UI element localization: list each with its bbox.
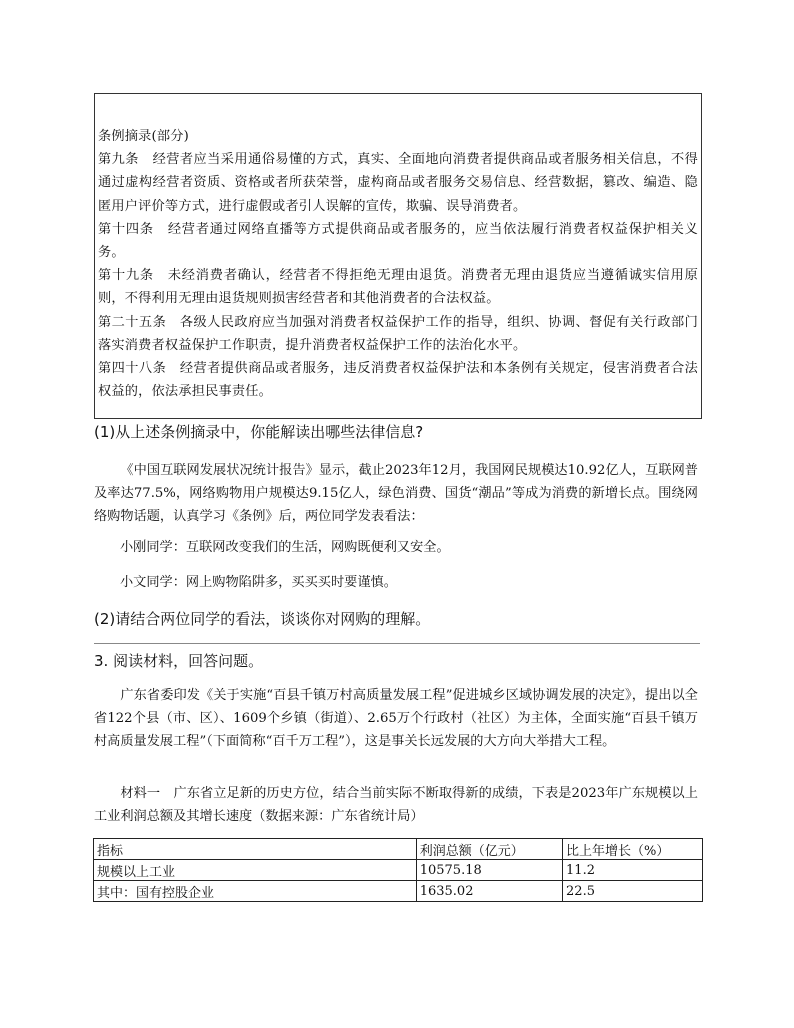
row-1-growth: 11.2 <box>563 860 703 881</box>
article-48: 第四十八条 经营者提供商品或者服务，违反消费者权益保护法和本条例有关规定，侵害消费者合法权益的，依法承担民事责任。 <box>98 361 698 400</box>
article-19: 第十九条 未经消费者确认，经营者不得拒绝无理由退货。消费者无理由退货应当遵循诚实信用原则，不得利用无理由退货规则损害经营者和其他消费者的合法权益。 <box>98 268 698 307</box>
table-header-row <box>94 839 703 860</box>
section-divider <box>94 643 700 644</box>
guangdong-paragraph: 广东省委印发《关于实施“百县千镇万村高质量发展工程”促进城乡区域协调发展的决定》，提出以全省122个县（市、区）、1609个乡镇（街道）、2.65万个行政村（社区）为主体，全面实施“百县千镇万村高质量发展工程”（下面简称“百千万工程”），这是事关长远发展的大方向大举措大工程。 <box>94 688 698 749</box>
header-profit: 利润总额（亿元） <box>416 839 562 860</box>
row-2-profit: 1635.02 <box>416 881 562 902</box>
regulation-excerpt-box <box>94 93 702 419</box>
material-1-intro: 材料一 广东省立足新的历史方位，结合当前实际不断取得新的成绩，下表是2023年广东规模以上工业利润总额及其增长速度（数据来源：广东省统计局） <box>94 786 698 824</box>
excerpt-title: 条例摘录(部分) <box>98 129 190 144</box>
table-row <box>94 860 703 881</box>
row-2-growth: 22.5 <box>563 881 703 902</box>
article-14: 第十四条 经营者通过网络直播等方式提供商品或者服务的，应当依法履行消费者权益保护相关义务。 <box>98 221 698 261</box>
opinion-xiaogang: 小刚同学：互联网改变我们的生活，网购既便利又安全。 <box>120 540 450 555</box>
row-2-indicator: 其中：国有控股企业 <box>94 881 417 902</box>
table-row <box>94 881 703 902</box>
question-3: 3. 阅读材料，回答问题。 <box>94 652 264 670</box>
row-1-indicator: 规模以上工业 <box>94 860 417 881</box>
profit-table <box>93 838 703 902</box>
article-9: 第九条 经营者应当采用通俗易懂的方式，真实、全面地向消费者提供商品或者服务相关信息，不得通过虚构经营者资质、资格或者所获荣誉，虚构商品或者服务交易信息、经营数据，篡改、编造、隐匿用户评价等方式，进行虚假或者引人误解的宣传，欺骗、误导消费者。 <box>98 152 698 214</box>
header-indicator: 指标 <box>94 839 417 860</box>
report-paragraph: 《中国互联网发展状况统计报告》显示，截止2023年12月，我国网民规模达10.92亿人，互联网普及率达77.5%，网络购物用户规模达9.15亿人，绿色消费、国货“潮品”等成为消费的新增长点。围绕网络购物话题，认真学习《条例》后，两位同学发表看法： <box>94 463 698 524</box>
article-25: 第二十五条 各级人民政府应当加强对消费者权益保护工作的指导，组织、协调、督促有关行政部门落实消费者权益保护工作职责，提升消费者权益保护工作的法治化水平。 <box>98 314 698 353</box>
question-2: (2)请结合两位同学的看法，谈谈你对网购的理解。 <box>94 610 431 628</box>
question-1: (1)从上述条例摘录中，你能解读出哪些法律信息? <box>94 423 424 441</box>
row-1-profit: 10575.18 <box>416 860 562 881</box>
opinion-xiaowen: 小文同学：网上购物陷阱多，买买买时要谨慎。 <box>120 575 397 590</box>
header-growth: 比上年增长（%） <box>563 839 703 860</box>
